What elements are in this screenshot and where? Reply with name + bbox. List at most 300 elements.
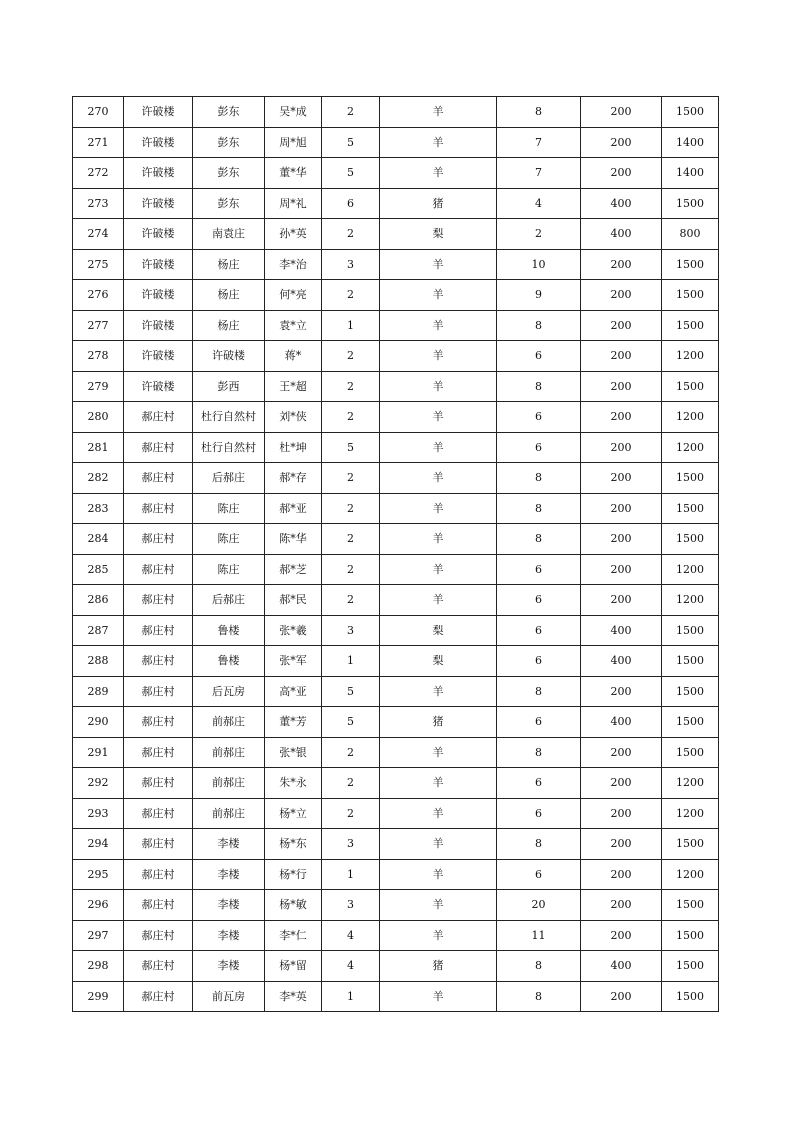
household-size-cell: 6 — [322, 188, 380, 219]
name-cell: 陈*华 — [265, 524, 322, 555]
table-row — [73, 249, 719, 280]
village-cell: 郝庄村 — [124, 829, 193, 860]
quantity-cell: 9 — [497, 280, 581, 311]
quantity-cell: 6 — [497, 341, 581, 372]
quantity-cell: 2 — [497, 219, 581, 250]
row-number-cell: 275 — [73, 249, 124, 280]
household-size-cell: 5 — [322, 127, 380, 158]
quantity-cell: 7 — [497, 127, 581, 158]
household-size-cell: 2 — [322, 402, 380, 433]
hamlet-cell: 鲁楼 — [193, 646, 265, 677]
village-cell: 郝庄村 — [124, 676, 193, 707]
hamlet-cell: 杨庄 — [193, 280, 265, 311]
item-cell: 猪 — [380, 188, 497, 219]
item-cell: 羊 — [380, 981, 497, 1012]
item-cell: 羊 — [380, 463, 497, 494]
hamlet-cell: 彭东 — [193, 158, 265, 189]
row-number-cell: 288 — [73, 646, 124, 677]
row-number-cell: 274 — [73, 219, 124, 250]
village-cell: 郝庄村 — [124, 615, 193, 646]
item-cell: 羊 — [380, 524, 497, 555]
name-cell: 李*治 — [265, 249, 322, 280]
total-amount-cell: 1400 — [662, 158, 719, 189]
total-amount-cell: 1200 — [662, 341, 719, 372]
hamlet-cell: 李楼 — [193, 859, 265, 890]
name-cell: 郝*亚 — [265, 493, 322, 524]
household-size-cell: 2 — [322, 585, 380, 616]
row-number-cell: 292 — [73, 768, 124, 799]
village-cell: 郝庄村 — [124, 981, 193, 1012]
row-number-cell: 283 — [73, 493, 124, 524]
name-cell: 周*旭 — [265, 127, 322, 158]
unit-amount-cell: 200 — [581, 920, 662, 951]
row-number-cell: 272 — [73, 158, 124, 189]
total-amount-cell: 800 — [662, 219, 719, 250]
hamlet-cell: 彭东 — [193, 127, 265, 158]
name-cell: 王*超 — [265, 371, 322, 402]
item-cell: 羊 — [380, 890, 497, 921]
item-cell: 羊 — [380, 585, 497, 616]
row-number-cell: 297 — [73, 920, 124, 951]
row-number-cell: 279 — [73, 371, 124, 402]
row-number-cell: 270 — [73, 97, 124, 128]
quantity-cell: 8 — [497, 493, 581, 524]
unit-amount-cell: 200 — [581, 554, 662, 585]
table-row — [73, 524, 719, 555]
quantity-cell: 6 — [497, 585, 581, 616]
household-size-cell: 3 — [322, 890, 380, 921]
village-cell: 许破楼 — [124, 219, 193, 250]
row-number-cell: 280 — [73, 402, 124, 433]
item-cell: 羊 — [380, 737, 497, 768]
village-cell: 郝庄村 — [124, 707, 193, 738]
quantity-cell: 8 — [497, 676, 581, 707]
total-amount-cell: 1200 — [662, 402, 719, 433]
row-number-cell: 282 — [73, 463, 124, 494]
table-row — [73, 707, 719, 738]
unit-amount-cell: 200 — [581, 768, 662, 799]
name-cell: 李*英 — [265, 981, 322, 1012]
table-row — [73, 737, 719, 768]
total-amount-cell: 1500 — [662, 981, 719, 1012]
quantity-cell: 8 — [497, 981, 581, 1012]
item-cell: 羊 — [380, 493, 497, 524]
quantity-cell: 6 — [497, 768, 581, 799]
total-amount-cell: 1500 — [662, 676, 719, 707]
unit-amount-cell: 400 — [581, 707, 662, 738]
hamlet-cell: 杜行自然村 — [193, 402, 265, 433]
table-row — [73, 310, 719, 341]
village-cell: 许破楼 — [124, 249, 193, 280]
item-cell: 羊 — [380, 859, 497, 890]
item-cell: 羊 — [380, 371, 497, 402]
quantity-cell: 4 — [497, 188, 581, 219]
quantity-cell: 6 — [497, 615, 581, 646]
item-cell: 羊 — [380, 402, 497, 433]
household-size-cell: 2 — [322, 768, 380, 799]
table-row — [73, 554, 719, 585]
household-size-cell: 1 — [322, 859, 380, 890]
name-cell: 蒋* — [265, 341, 322, 372]
unit-amount-cell: 200 — [581, 859, 662, 890]
village-cell: 郝庄村 — [124, 493, 193, 524]
unit-amount-cell: 200 — [581, 676, 662, 707]
row-number-cell: 293 — [73, 798, 124, 829]
name-cell: 郝*存 — [265, 463, 322, 494]
household-size-cell: 1 — [322, 981, 380, 1012]
table-row — [73, 615, 719, 646]
quantity-cell: 8 — [497, 97, 581, 128]
unit-amount-cell: 400 — [581, 615, 662, 646]
hamlet-cell: 后郝庄 — [193, 585, 265, 616]
item-cell: 羊 — [380, 97, 497, 128]
quantity-cell: 10 — [497, 249, 581, 280]
quantity-cell: 7 — [497, 158, 581, 189]
total-amount-cell: 1400 — [662, 127, 719, 158]
household-size-cell: 3 — [322, 615, 380, 646]
name-cell: 周*礼 — [265, 188, 322, 219]
total-amount-cell: 1200 — [662, 585, 719, 616]
household-size-cell: 2 — [322, 463, 380, 494]
total-amount-cell: 1500 — [662, 646, 719, 677]
hamlet-cell: 杨庄 — [193, 249, 265, 280]
household-size-cell: 1 — [322, 310, 380, 341]
household-size-cell: 3 — [322, 829, 380, 860]
village-cell: 郝庄村 — [124, 951, 193, 982]
item-cell: 羊 — [380, 676, 497, 707]
table-row — [73, 951, 719, 982]
name-cell: 高*亚 — [265, 676, 322, 707]
village-cell: 郝庄村 — [124, 585, 193, 616]
unit-amount-cell: 200 — [581, 432, 662, 463]
unit-amount-cell: 200 — [581, 249, 662, 280]
total-amount-cell: 1500 — [662, 280, 719, 311]
household-size-cell: 3 — [322, 249, 380, 280]
hamlet-cell: 前郝庄 — [193, 798, 265, 829]
name-cell: 郝*民 — [265, 585, 322, 616]
total-amount-cell: 1500 — [662, 493, 719, 524]
total-amount-cell: 1500 — [662, 463, 719, 494]
unit-amount-cell: 200 — [581, 981, 662, 1012]
row-number-cell: 299 — [73, 981, 124, 1012]
unit-amount-cell: 400 — [581, 219, 662, 250]
quantity-cell: 11 — [497, 920, 581, 951]
row-number-cell: 289 — [73, 676, 124, 707]
total-amount-cell: 1500 — [662, 829, 719, 860]
quantity-cell: 8 — [497, 737, 581, 768]
total-amount-cell: 1200 — [662, 859, 719, 890]
village-cell: 许破楼 — [124, 341, 193, 372]
unit-amount-cell: 200 — [581, 310, 662, 341]
household-size-cell: 2 — [322, 371, 380, 402]
household-size-cell: 5 — [322, 432, 380, 463]
total-amount-cell: 1500 — [662, 707, 719, 738]
table-row — [73, 158, 719, 189]
household-size-cell: 2 — [322, 737, 380, 768]
row-number-cell: 278 — [73, 341, 124, 372]
item-cell: 猪 — [380, 707, 497, 738]
unit-amount-cell: 200 — [581, 402, 662, 433]
name-cell: 杨*立 — [265, 798, 322, 829]
hamlet-cell: 杜行自然村 — [193, 432, 265, 463]
hamlet-cell: 许破楼 — [193, 341, 265, 372]
table-row — [73, 585, 719, 616]
name-cell: 杜*坤 — [265, 432, 322, 463]
name-cell: 董*华 — [265, 158, 322, 189]
name-cell: 李*仁 — [265, 920, 322, 951]
hamlet-cell: 彭东 — [193, 188, 265, 219]
item-cell: 梨 — [380, 219, 497, 250]
hamlet-cell: 陈庄 — [193, 493, 265, 524]
hamlet-cell: 李楼 — [193, 829, 265, 860]
village-cell: 郝庄村 — [124, 768, 193, 799]
village-cell: 郝庄村 — [124, 798, 193, 829]
hamlet-cell: 前郝庄 — [193, 707, 265, 738]
item-cell: 羊 — [380, 768, 497, 799]
unit-amount-cell: 400 — [581, 951, 662, 982]
item-cell: 羊 — [380, 310, 497, 341]
item-cell: 羊 — [380, 920, 497, 951]
name-cell: 朱*永 — [265, 768, 322, 799]
hamlet-cell: 彭西 — [193, 371, 265, 402]
row-number-cell: 285 — [73, 554, 124, 585]
row-number-cell: 290 — [73, 707, 124, 738]
village-cell: 许破楼 — [124, 97, 193, 128]
unit-amount-cell: 400 — [581, 188, 662, 219]
item-cell: 梨 — [380, 615, 497, 646]
hamlet-cell: 李楼 — [193, 920, 265, 951]
table-body — [73, 97, 719, 1012]
unit-amount-cell: 200 — [581, 341, 662, 372]
unit-amount-cell: 200 — [581, 524, 662, 555]
unit-amount-cell: 200 — [581, 280, 662, 311]
household-size-cell: 2 — [322, 798, 380, 829]
household-size-cell: 2 — [322, 524, 380, 555]
village-cell: 郝庄村 — [124, 646, 193, 677]
total-amount-cell: 1500 — [662, 371, 719, 402]
household-size-cell: 5 — [322, 707, 380, 738]
quantity-cell: 6 — [497, 402, 581, 433]
hamlet-cell: 后瓦房 — [193, 676, 265, 707]
row-number-cell: 286 — [73, 585, 124, 616]
unit-amount-cell: 200 — [581, 737, 662, 768]
total-amount-cell: 1500 — [662, 951, 719, 982]
village-cell: 郝庄村 — [124, 524, 193, 555]
hamlet-cell: 彭东 — [193, 97, 265, 128]
table-row — [73, 463, 719, 494]
table-row — [73, 402, 719, 433]
village-cell: 许破楼 — [124, 310, 193, 341]
total-amount-cell: 1200 — [662, 432, 719, 463]
unit-amount-cell: 200 — [581, 127, 662, 158]
quantity-cell: 8 — [497, 371, 581, 402]
village-cell: 许破楼 — [124, 280, 193, 311]
household-size-cell: 2 — [322, 280, 380, 311]
unit-amount-cell: 200 — [581, 798, 662, 829]
hamlet-cell: 李楼 — [193, 890, 265, 921]
table-row — [73, 432, 719, 463]
village-cell: 许破楼 — [124, 188, 193, 219]
household-size-cell: 2 — [322, 493, 380, 524]
hamlet-cell: 陈庄 — [193, 524, 265, 555]
row-number-cell: 296 — [73, 890, 124, 921]
row-number-cell: 295 — [73, 859, 124, 890]
hamlet-cell: 陈庄 — [193, 554, 265, 585]
row-number-cell: 284 — [73, 524, 124, 555]
quantity-cell: 6 — [497, 646, 581, 677]
name-cell: 张*银 — [265, 737, 322, 768]
table-row — [73, 890, 719, 921]
table-row — [73, 493, 719, 524]
unit-amount-cell: 200 — [581, 585, 662, 616]
quantity-cell: 6 — [497, 432, 581, 463]
unit-amount-cell: 200 — [581, 493, 662, 524]
quantity-cell: 8 — [497, 829, 581, 860]
unit-amount-cell: 200 — [581, 371, 662, 402]
name-cell: 杨*东 — [265, 829, 322, 860]
household-size-cell: 4 — [322, 951, 380, 982]
table-row — [73, 97, 719, 128]
total-amount-cell: 1500 — [662, 615, 719, 646]
table-row — [73, 676, 719, 707]
hamlet-cell: 前瓦房 — [193, 981, 265, 1012]
village-cell: 郝庄村 — [124, 402, 193, 433]
quantity-cell: 8 — [497, 463, 581, 494]
item-cell: 羊 — [380, 127, 497, 158]
name-cell: 刘*侠 — [265, 402, 322, 433]
table-row — [73, 798, 719, 829]
quantity-cell: 6 — [497, 798, 581, 829]
quantity-cell: 8 — [497, 310, 581, 341]
item-cell: 羊 — [380, 341, 497, 372]
item-cell: 猪 — [380, 951, 497, 982]
table-row — [73, 219, 719, 250]
household-size-cell: 1 — [322, 646, 380, 677]
name-cell: 袁*立 — [265, 310, 322, 341]
table-row — [73, 127, 719, 158]
table-row — [73, 859, 719, 890]
total-amount-cell: 1500 — [662, 249, 719, 280]
total-amount-cell: 1500 — [662, 890, 719, 921]
village-cell: 郝庄村 — [124, 554, 193, 585]
total-amount-cell: 1500 — [662, 188, 719, 219]
item-cell: 羊 — [380, 158, 497, 189]
quantity-cell: 20 — [497, 890, 581, 921]
row-number-cell: 273 — [73, 188, 124, 219]
unit-amount-cell: 200 — [581, 158, 662, 189]
household-size-cell: 5 — [322, 158, 380, 189]
household-size-cell: 2 — [322, 97, 380, 128]
table-row — [73, 280, 719, 311]
item-cell: 羊 — [380, 432, 497, 463]
unit-amount-cell: 200 — [581, 463, 662, 494]
unit-amount-cell: 400 — [581, 646, 662, 677]
name-cell: 郝*芝 — [265, 554, 322, 585]
village-cell: 郝庄村 — [124, 920, 193, 951]
village-cell: 郝庄村 — [124, 737, 193, 768]
hamlet-cell: 前郝庄 — [193, 737, 265, 768]
table-row — [73, 371, 719, 402]
hamlet-cell: 李楼 — [193, 951, 265, 982]
village-cell: 郝庄村 — [124, 890, 193, 921]
row-number-cell: 281 — [73, 432, 124, 463]
row-number-cell: 287 — [73, 615, 124, 646]
table-row — [73, 981, 719, 1012]
data-table — [72, 96, 719, 1012]
hamlet-cell: 后郝庄 — [193, 463, 265, 494]
total-amount-cell: 1200 — [662, 554, 719, 585]
name-cell: 董*芳 — [265, 707, 322, 738]
quantity-cell: 6 — [497, 707, 581, 738]
item-cell: 羊 — [380, 798, 497, 829]
item-cell: 羊 — [380, 249, 497, 280]
hamlet-cell: 杨庄 — [193, 310, 265, 341]
household-size-cell: 4 — [322, 920, 380, 951]
household-size-cell: 2 — [322, 219, 380, 250]
household-size-cell: 2 — [322, 554, 380, 585]
table-row — [73, 341, 719, 372]
row-number-cell: 276 — [73, 280, 124, 311]
quantity-cell: 8 — [497, 524, 581, 555]
row-number-cell: 298 — [73, 951, 124, 982]
unit-amount-cell: 200 — [581, 97, 662, 128]
name-cell: 杨*敏 — [265, 890, 322, 921]
item-cell: 梨 — [380, 646, 497, 677]
household-size-cell: 5 — [322, 676, 380, 707]
total-amount-cell: 1500 — [662, 310, 719, 341]
total-amount-cell: 1200 — [662, 798, 719, 829]
village-cell: 许破楼 — [124, 127, 193, 158]
total-amount-cell: 1500 — [662, 920, 719, 951]
quantity-cell: 6 — [497, 554, 581, 585]
name-cell: 杨*行 — [265, 859, 322, 890]
unit-amount-cell: 200 — [581, 890, 662, 921]
name-cell: 张*羲 — [265, 615, 322, 646]
village-cell: 许破楼 — [124, 371, 193, 402]
row-number-cell: 291 — [73, 737, 124, 768]
row-number-cell: 277 — [73, 310, 124, 341]
table-row — [73, 829, 719, 860]
hamlet-cell: 鲁楼 — [193, 615, 265, 646]
name-cell: 吴*成 — [265, 97, 322, 128]
household-size-cell: 2 — [322, 341, 380, 372]
village-cell: 郝庄村 — [124, 859, 193, 890]
name-cell: 何*亮 — [265, 280, 322, 311]
total-amount-cell: 1500 — [662, 737, 719, 768]
hamlet-cell: 南袁庄 — [193, 219, 265, 250]
item-cell: 羊 — [380, 280, 497, 311]
name-cell: 孙*英 — [265, 219, 322, 250]
name-cell: 张*军 — [265, 646, 322, 677]
row-number-cell: 294 — [73, 829, 124, 860]
name-cell: 杨*留 — [265, 951, 322, 982]
hamlet-cell: 前郝庄 — [193, 768, 265, 799]
quantity-cell: 8 — [497, 951, 581, 982]
village-cell: 许破楼 — [124, 158, 193, 189]
total-amount-cell: 1200 — [662, 768, 719, 799]
total-amount-cell: 1500 — [662, 524, 719, 555]
item-cell: 羊 — [380, 829, 497, 860]
table-row — [73, 920, 719, 951]
item-cell: 羊 — [380, 554, 497, 585]
table-row — [73, 188, 719, 219]
total-amount-cell: 1500 — [662, 97, 719, 128]
village-cell: 郝庄村 — [124, 463, 193, 494]
row-number-cell: 271 — [73, 127, 124, 158]
table-row — [73, 646, 719, 677]
unit-amount-cell: 200 — [581, 829, 662, 860]
village-cell: 郝庄村 — [124, 432, 193, 463]
